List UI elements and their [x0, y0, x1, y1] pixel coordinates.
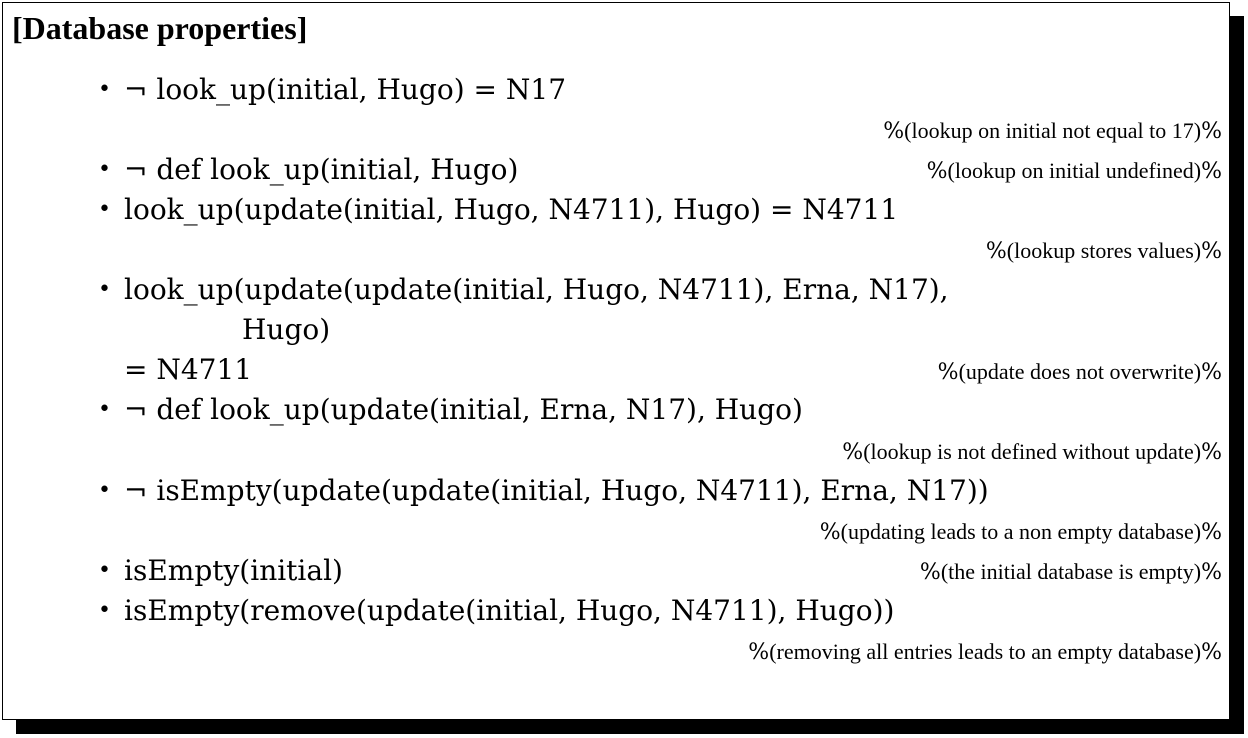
property-7-formula: isEmpty(initial) [124, 554, 343, 587]
property-3-comment: %(lookup stores values)% [985, 238, 1222, 264]
property-6-formula: ¬ isEmpty(update(update(initial, Hugo, N4711), Erna, N17)) [124, 474, 989, 507]
property-2-comment: %(lookup on initial undefined)% [926, 158, 1222, 184]
property-1-comment: %(lookup on initial not equal to 17)% [883, 118, 1222, 144]
property-4-formula-line-3: = N4711 [124, 353, 253, 386]
property-2-formula: ¬ def look_up(initial, Hugo) [124, 153, 519, 186]
property-1-formula: ¬ look_up(initial, Hugo) = N17 [124, 73, 567, 106]
property-4-formula-line-2: Hugo) [242, 313, 331, 346]
bullet-7: • [98, 558, 111, 583]
property-4-formula-line-1: look_up(update(update(initial, Hugo, N4711), Erna, N17), [124, 273, 949, 306]
property-8-formula: isEmpty(remove(update(initial, Hugo, N4711), Hugo)) [124, 594, 895, 627]
bullet-4: • [98, 277, 111, 302]
bullet-5: • [98, 397, 111, 422]
bullet-1: • [98, 77, 111, 102]
property-7-comment: %(the initial database is empty)% [919, 559, 1222, 585]
property-6-comment: %(updating leads to a non empty database)% [819, 519, 1222, 545]
section-heading: [Database properties] [12, 10, 308, 46]
property-5-formula: ¬ def look_up(update(initial, Erna, N17), Hugo) [124, 393, 803, 426]
property-3-formula: look_up(update(initial, Hugo, N4711), Hugo) = N4711 [124, 193, 899, 226]
property-5-comment: %(lookup is not defined without update)% [842, 439, 1222, 465]
bullet-3: • [98, 197, 111, 222]
bullet-2: • [98, 157, 111, 182]
bullet-8: • [98, 598, 111, 623]
bullet-6: • [98, 478, 111, 503]
property-8-comment: %(removing all entries leads to an empty database)% [748, 639, 1222, 665]
property-4-comment: %(update does not overwrite)% [937, 359, 1222, 385]
